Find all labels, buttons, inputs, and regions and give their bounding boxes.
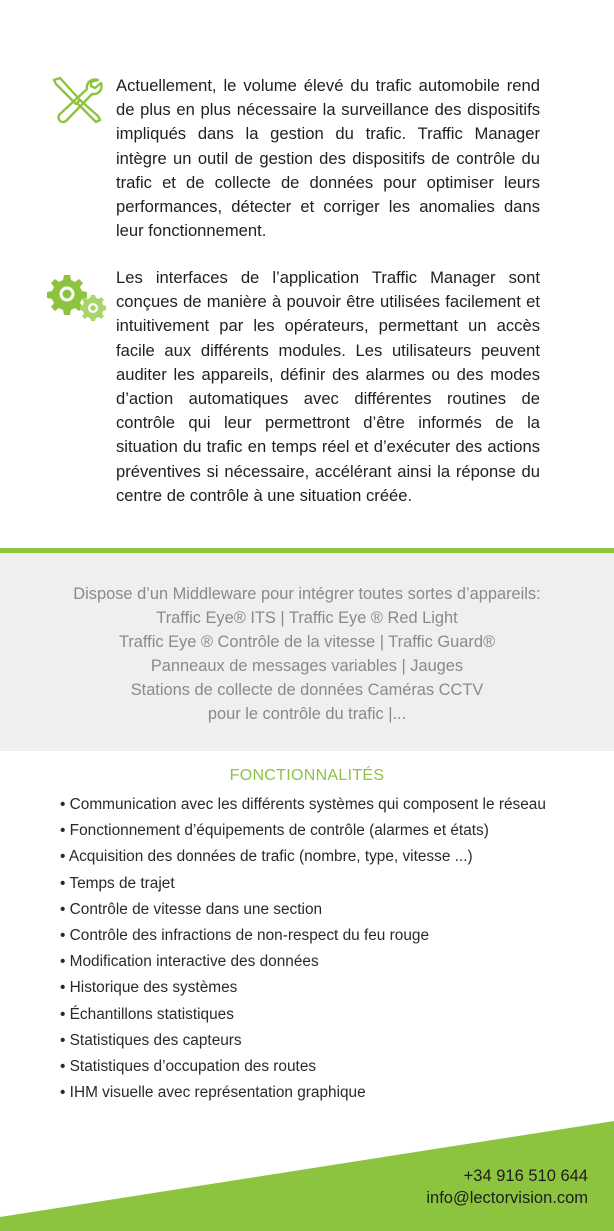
feature-item: • Fonctionnement d’équipements de contrôle (alarmes et états): [60, 818, 560, 844]
middleware-line: Dispose d’un Middleware pour intégrer toutes sortes d’appareils:: [73, 585, 541, 603]
feature-item: • Temps de trajet: [60, 871, 560, 897]
feature-item: • Communication avec les différents systèmes qui composent le réseau: [60, 792, 560, 818]
intro-paragraph-interfaces: Les interfaces de l’application Traffic Manager sont conçues de manière à pouvoir être utilisées facilement et intuitivement par les opérateurs, permettant un accès facile aux différents modules. Les utilisateurs peuvent auditer les appareils, définir des alarmes ou des modes d’action automatiques avec différentes routines de contrôle qui leur permettront d’être informés de la situation du trafic en temps réel et d’exécuter des actions préventives si nécessaire, accélérant ainsi la réponse du centre de contrôle à une situation créée.: [116, 268, 540, 505]
contact-phone[interactable]: +34 916 510 644: [463, 1167, 588, 1185]
middleware-text: [0, 582, 614, 726]
feature-item: • Historique des systèmes: [60, 975, 560, 1001]
feature-item: • Acquisition des données de trafic (nombre, type, vitesse ...): [60, 844, 560, 870]
features-heading: FONCTIONNALITÉS: [229, 767, 385, 784]
gears-icon: [46, 273, 106, 323]
intro-paragraph-monitoring: Actuellement, le volume élevé du trafic automobile rend de plus en plus nécessaire la surveillance des dispositifs impliqués dans la gestion du trafic. Traffic Manager intègre un outil de gestion des dispositifs de contrôle du trafic et de collecte de données pour optimiser leurs performances, détecter et corriger les anomalies dans leur fonctionnement.: [116, 76, 540, 241]
feature-item: • Échantillons statistiques: [60, 1002, 560, 1028]
features-list: [60, 792, 560, 1106]
contact-email[interactable]: info@lectorvision.com: [426, 1189, 588, 1207]
middleware-line: pour le contrôle du trafic |...: [207, 705, 407, 723]
feature-item: • Statistiques d’occupation des routes: [60, 1054, 560, 1080]
middleware-line: Traffic Eye® ITS | Traffic Eye ® Red Light: [156, 609, 458, 627]
feature-item: • Statistiques des capteurs: [60, 1028, 560, 1054]
middleware-line: Traffic Eye ® Contrôle de la vitesse | Traffic Guard®: [118, 633, 496, 651]
feature-item: • Modification interactive des données: [60, 949, 560, 975]
feature-item: • Contrôle de vitesse dans une section: [60, 897, 560, 923]
middleware-line: Panneaux de messages variables | Jauges: [150, 657, 464, 675]
middleware-line: Stations de collecte de données Caméras CCTV: [130, 681, 484, 699]
feature-item: • IHM visuelle avec représentation graphique: [60, 1080, 560, 1106]
feature-item: • Contrôle des infractions de non-respect du feu rouge: [60, 923, 560, 949]
tools-icon: [50, 76, 104, 126]
